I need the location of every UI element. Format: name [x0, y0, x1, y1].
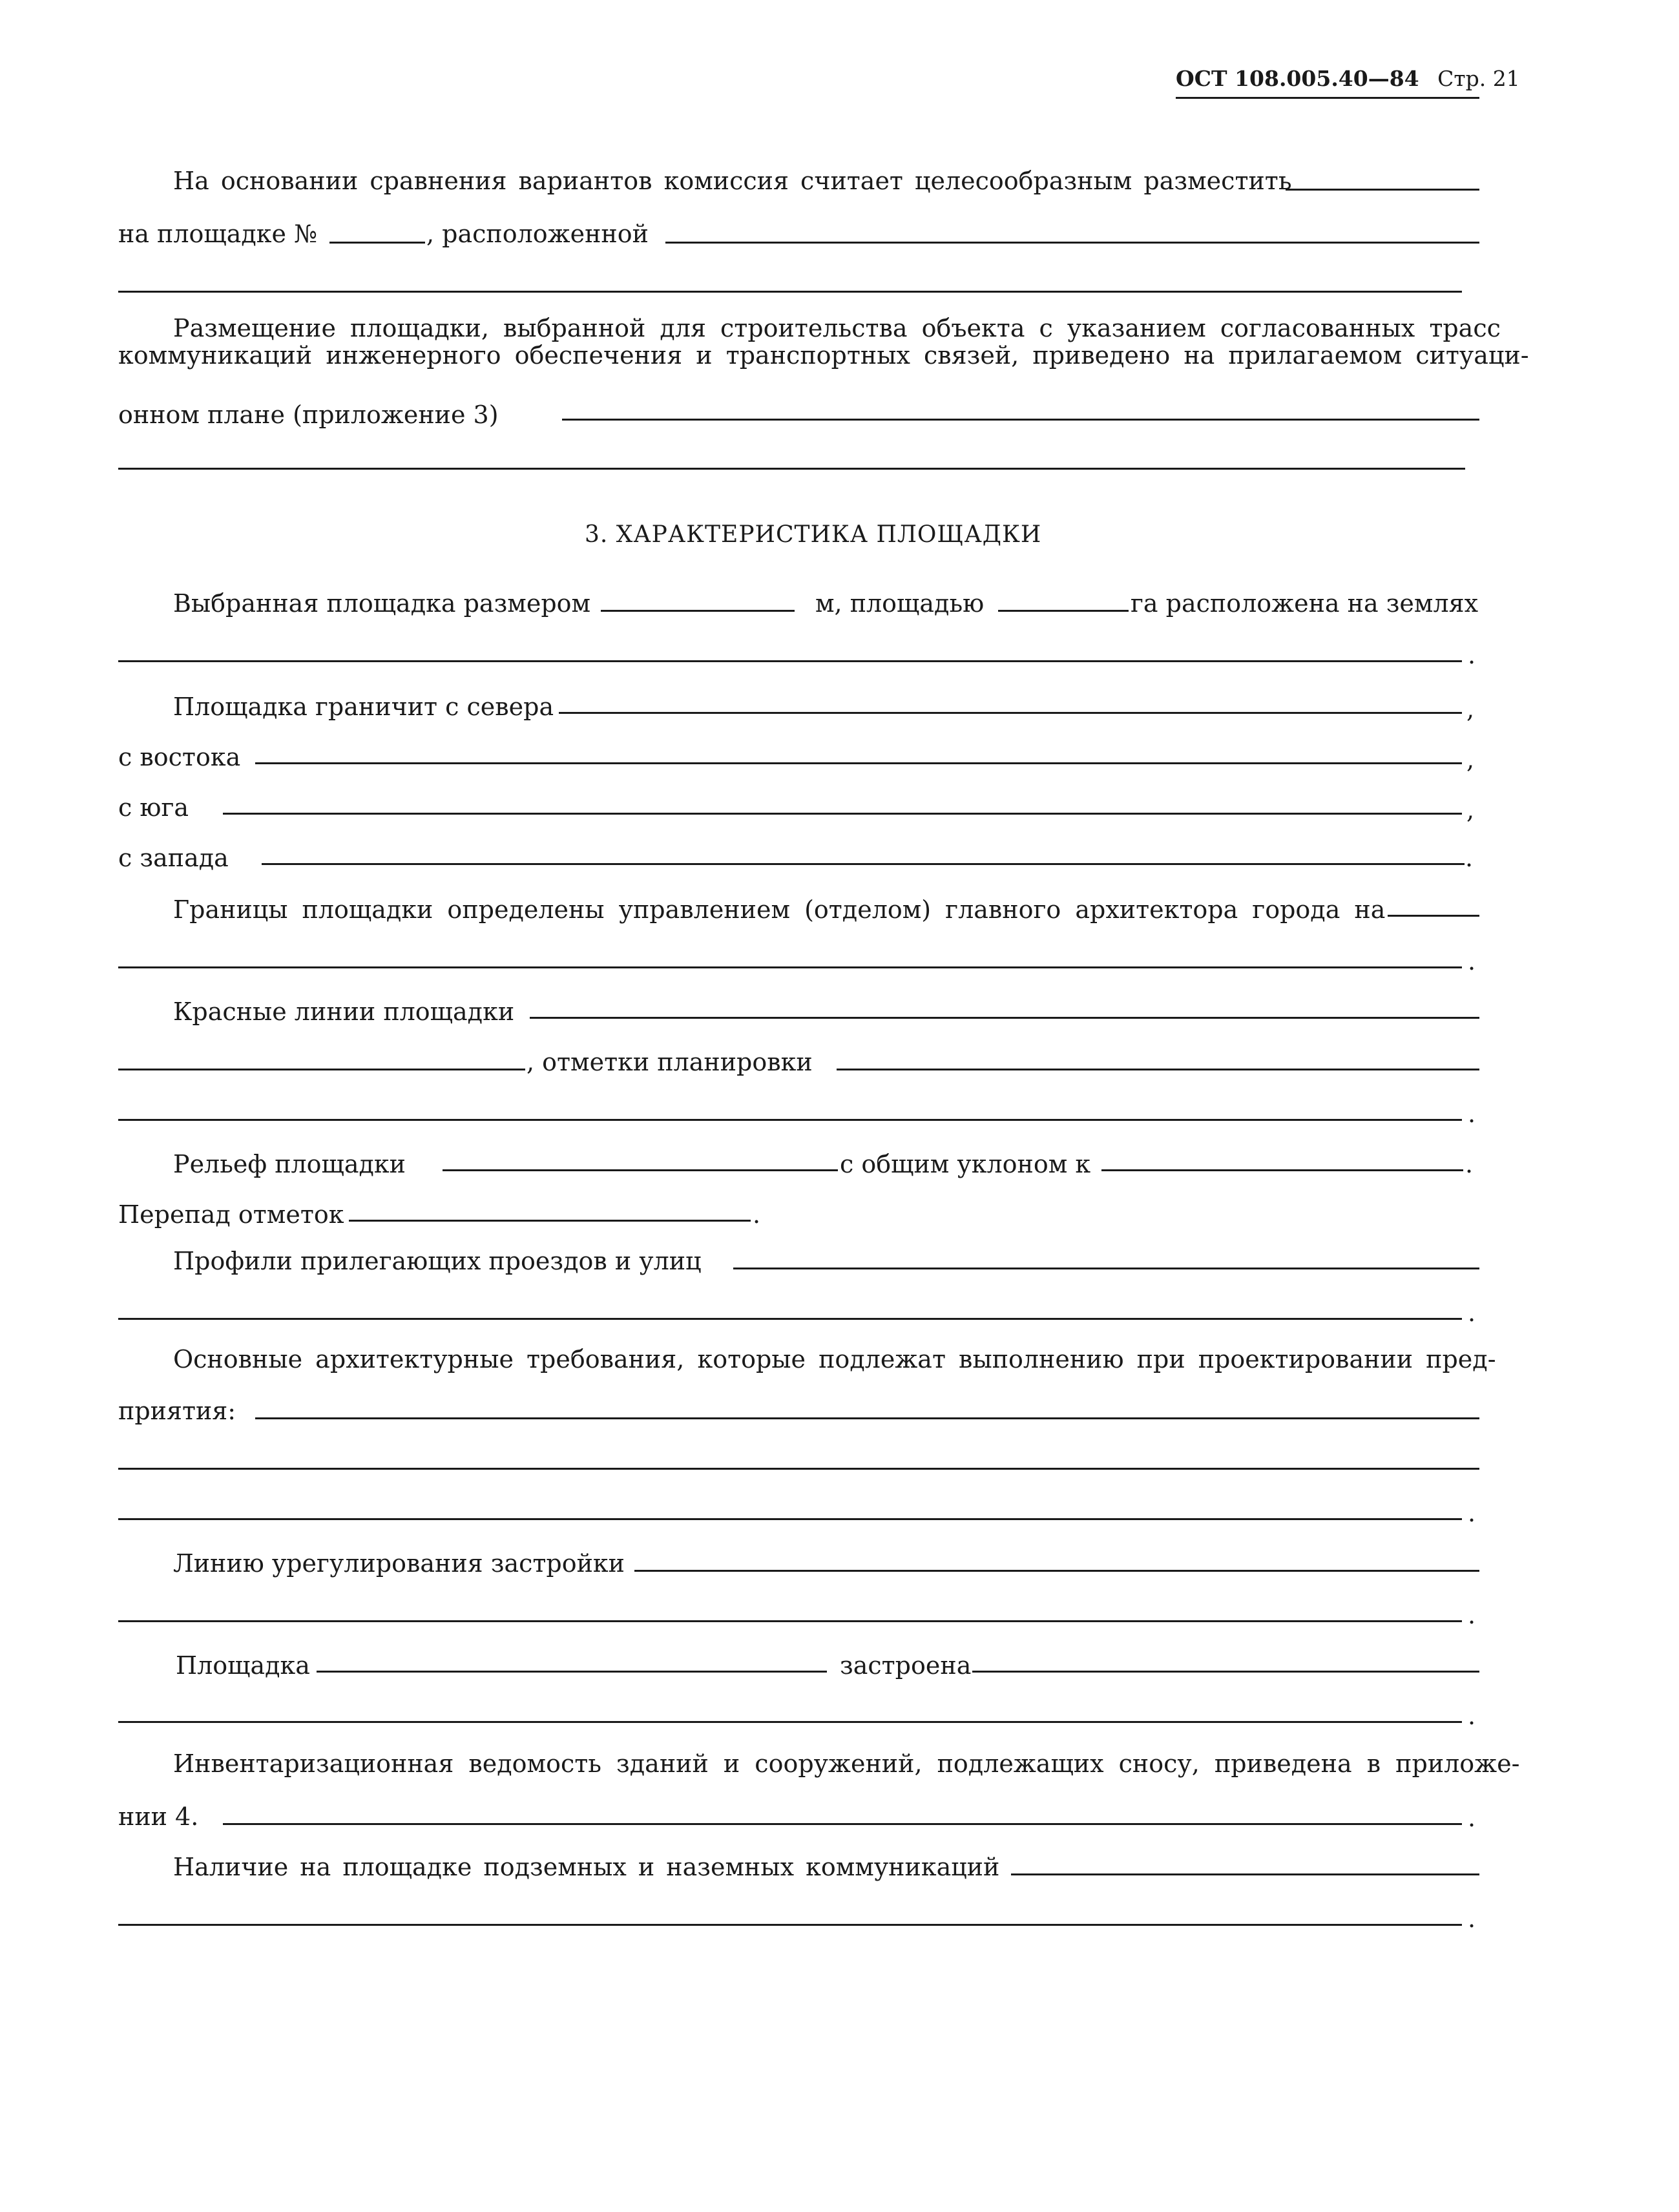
- field-site-location-cont[interactable]: [118, 291, 1462, 293]
- size-label-c: га расположена на землях: [1131, 589, 1479, 618]
- arch-req-line1: Основные архитектурные требования, которые подлежат выполнению при проектировании пред-: [173, 1345, 1496, 1373]
- para1-line1: На основании сравнения вариантов комиссия считает целесообразным разместить: [173, 167, 1292, 195]
- border-east-label: с востока: [118, 743, 241, 771]
- border-west-label: с запада: [118, 844, 229, 872]
- field-object-name[interactable]: [1286, 189, 1479, 191]
- field-grade-marks[interactable]: [837, 1069, 1479, 1070]
- field-utilities-cont[interactable]: [118, 1924, 1462, 1926]
- period: .: [1468, 1904, 1476, 1933]
- period: .: [1468, 1804, 1476, 1832]
- para2-line1: Размещение площадки, выбранной для строительства объекта с указанием согласованных трасс: [173, 314, 1501, 342]
- inventory-line2: нии 4.: [118, 1802, 199, 1831]
- field-elev-diff[interactable]: [349, 1220, 751, 1222]
- field-setback-cont[interactable]: [118, 1620, 1462, 1622]
- period: .: [1468, 1299, 1476, 1327]
- field-arch-req-cont1[interactable]: [118, 1468, 1479, 1470]
- para1-line2b: , расположенной: [426, 220, 649, 248]
- field-border-west[interactable]: [262, 863, 1465, 865]
- field-site-number[interactable]: [329, 242, 425, 244]
- period: .: [1468, 947, 1476, 976]
- field-arch-req[interactable]: [255, 1417, 1479, 1419]
- field-land-owner[interactable]: [118, 660, 1462, 662]
- field-grade-marks-cont[interactable]: [118, 1119, 1462, 1121]
- size-label-a: Выбранная площадка размером: [173, 589, 591, 618]
- field-site-location[interactable]: [665, 242, 1479, 244]
- field-profiles-cont[interactable]: [118, 1318, 1462, 1320]
- field-inventory[interactable]: [223, 1823, 1462, 1825]
- field-built-up-cont[interactable]: [118, 1721, 1462, 1723]
- field-border-north[interactable]: [559, 712, 1462, 714]
- period: .: [1468, 1702, 1476, 1730]
- arch-req-line2: приятия:: [118, 1397, 236, 1425]
- field-bounds-cont[interactable]: [118, 966, 1462, 968]
- field-site-area[interactable]: [998, 610, 1129, 612]
- field-arch-req-cont2[interactable]: [118, 1518, 1462, 1520]
- field-situation-plan-cont[interactable]: [118, 468, 1465, 470]
- border-south-label: с юга: [118, 793, 189, 822]
- field-profiles[interactable]: [733, 1268, 1479, 1269]
- para2-line2: коммуникаций инженерного обеспечения и транспортных связей, приведено на прилагаемом ситуаци-: [118, 341, 1529, 370]
- field-relief[interactable]: [443, 1169, 838, 1171]
- comma: ,: [1466, 695, 1475, 724]
- field-setback[interactable]: [634, 1570, 1479, 1572]
- comma: ,: [1466, 796, 1475, 824]
- site-label-b: застроена: [840, 1651, 972, 1680]
- red-lines-label: Красные линии площадки: [173, 997, 515, 1026]
- doc-code: ОСТ 108.005.40—84: [1176, 66, 1419, 91]
- site-label-a: Площадка: [176, 1651, 310, 1680]
- period: .: [1465, 844, 1474, 872]
- para2-line3: онном плане (приложение 3): [118, 401, 499, 429]
- elev-diff-label: Перепад отметок: [118, 1200, 344, 1229]
- period: .: [1468, 641, 1476, 669]
- comma: ,: [1466, 746, 1475, 774]
- field-situation-plan[interactable]: [562, 419, 1479, 421]
- utilities-label: Наличие на площадке подземных и наземных коммуникаций: [173, 1853, 1000, 1881]
- field-border-east[interactable]: [255, 762, 1462, 764]
- field-site-size[interactable]: [601, 610, 795, 612]
- field-built-up[interactable]: [972, 1671, 1479, 1673]
- relief-label-b: с общим уклоном к: [840, 1150, 1091, 1178]
- profiles-label: Профили прилегающих проездов и улиц: [173, 1247, 702, 1275]
- period: .: [1468, 1601, 1476, 1629]
- para1-line2a: на площадке №: [118, 220, 318, 248]
- border-north-label: Площадка граничит с севера: [173, 693, 554, 721]
- period: .: [753, 1200, 761, 1229]
- section-title: 3. ХАРАКТЕРИСТИКА ПЛОЩАДКИ: [585, 521, 1042, 548]
- period: .: [1465, 1150, 1474, 1178]
- period: .: [1468, 1499, 1476, 1527]
- relief-label-a: Рельеф площадки: [173, 1150, 406, 1178]
- setback-label: Линию урегулирования застройки: [173, 1549, 625, 1578]
- field-red-lines-cont[interactable]: [118, 1069, 525, 1070]
- field-site-state[interactable]: [317, 1671, 827, 1673]
- page-number: Стр. 21: [1437, 66, 1520, 91]
- grade-marks-label: , отметки планировки: [527, 1048, 813, 1076]
- period: .: [1468, 1100, 1476, 1128]
- header-rule: [1176, 97, 1479, 99]
- bounds-label: Границы площадки определены управлением (отделом) главного архитектора города на: [173, 895, 1386, 924]
- field-red-lines[interactable]: [530, 1017, 1479, 1019]
- size-label-b: м, площадью: [815, 589, 985, 618]
- field-slope-direction[interactable]: [1101, 1169, 1463, 1171]
- field-border-south[interactable]: [223, 813, 1462, 815]
- field-bounds[interactable]: [1388, 915, 1479, 917]
- inventory-line1: Инвентаризационная ведомость зданий и сооружений, подлежащих сносу, приведена в приложе-: [173, 1749, 1520, 1778]
- page-header: [1176, 66, 1520, 92]
- field-utilities[interactable]: [1011, 1873, 1479, 1875]
